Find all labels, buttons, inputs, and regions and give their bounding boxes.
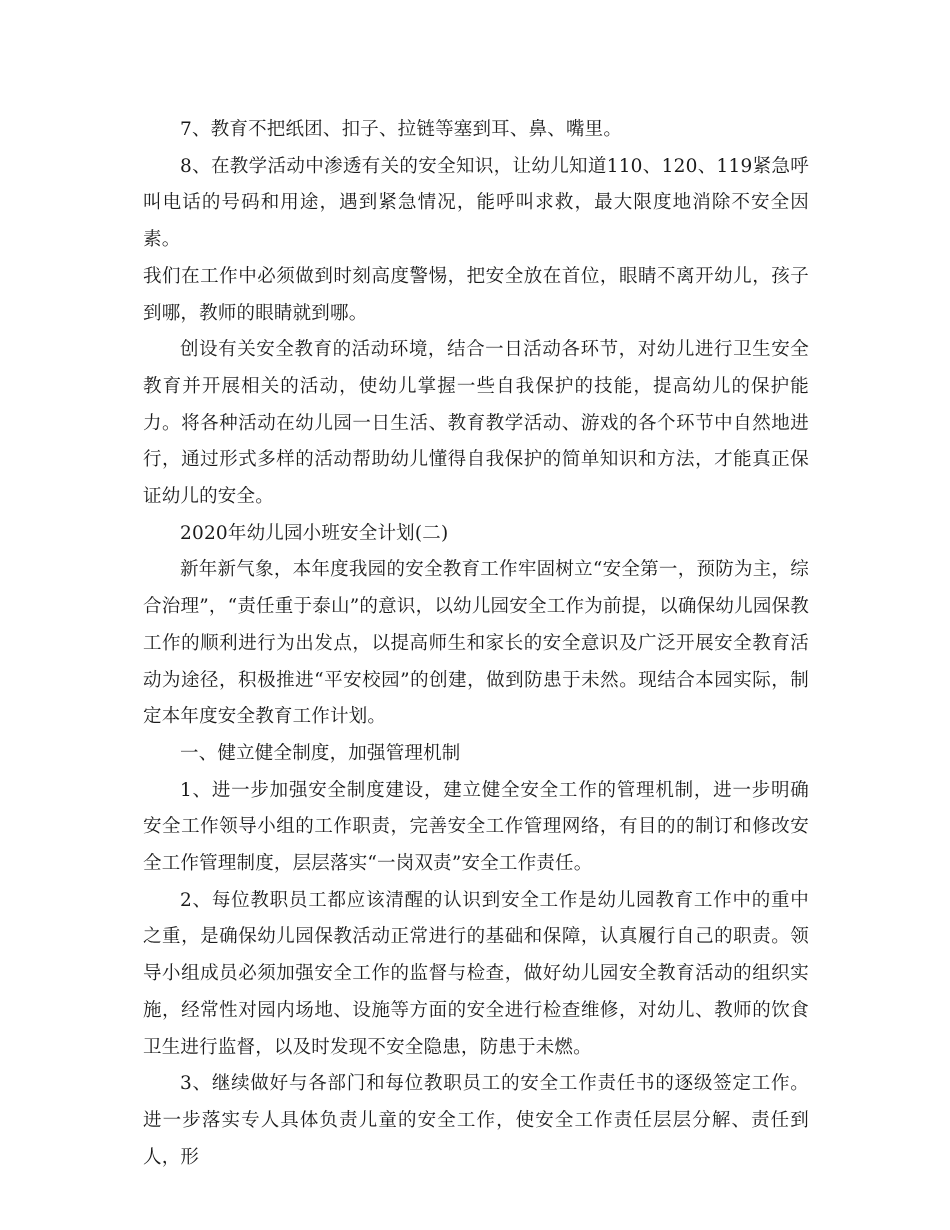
section-title: 2020年幼儿园小班安全计划(二) (180, 522, 449, 544)
paragraph-vigilance: 我们在工作中必须做到时刻高度警惕，把安全放在首位，眼睛不离开幼儿，孩子到哪，教师的眼睛就到哪。 (143, 265, 809, 324)
heading-section-1: 一、健立健全制度，加强管理机制 (180, 742, 461, 764)
document-page (143, 112, 809, 1176)
paragraph-point-2: 2、每位教职员工都应该清醒的认识到安全工作是幼儿园教育工作中的重中之重，是确保幼儿园保教活动正常进行的基础和保障，认真履行自己的职责。领导小组成员必须加强安全工作的监督与检查，做好幼儿园安全教育活动的组织实施，经常性对园内场地、设施等方面的安全进行检查维修，对幼儿、教师的饮食卫生进行监督，以及时发现不安全隐患，防患于未燃。 (143, 889, 809, 1058)
paragraph-point-3: 3、继续做好与各部门和每位教职员工的安全工作责任书的逐级签定工作。进一步落实专人具体负责儿童的安全工作，使安全工作责任层层分解、责任到人，形 (143, 1073, 809, 1168)
paragraph-item-7: 7、教育不把纸团、扣子、拉链等塞到耳、鼻、嘴里。 (180, 119, 623, 140)
paragraph-point-1: 1、进一步加强安全制度建设，建立健全安全工作的管理机制，进一步明确安全工作领导小组的工作职责，完善安全工作管理网络，有目的的制订和修改安全工作管理制度，层层落实“一岗双责”安全工作责任。 (143, 779, 809, 875)
paragraph-environment: 创设有关安全教育的活动环境，结合一日活动各环节，对幼儿进行卫生安全教育并开展相关的活动，使幼儿掌握一些自我保护的技能，提高幼儿的保护能力。将各种活动在幼儿园一日生活、教育教学活动、游戏的各个环节中自然地进行，通过形式多样的活动帮助幼儿懂得自我保护的简单知识和方法，才能真正保证幼儿的安全。 (143, 339, 809, 508)
paragraph-item-8: 8、在教学活动中渗透有关的安全知识，让幼儿知道110、120、119紧急呼叫电话的号码和用途，遇到紧急情况，能呼叫求救，最大限度地消除不安全因素。 (143, 155, 809, 251)
paragraph-intro: 新年新气象，本年度我园的安全教育工作牢固树立“安全第一，预防为主，综合治理”，“责任重于泰山”的意识，以幼儿园安全工作为前提，以确保幼儿园保教工作的顺利进行为出发点，以提高师生和家长的安全意识及广泛开展安全教育活动为途径，积极推进“平安校园”的创建，做到防患于未然。现结合本园实际，制定本年度安全教育工作计划。 (143, 559, 809, 728)
